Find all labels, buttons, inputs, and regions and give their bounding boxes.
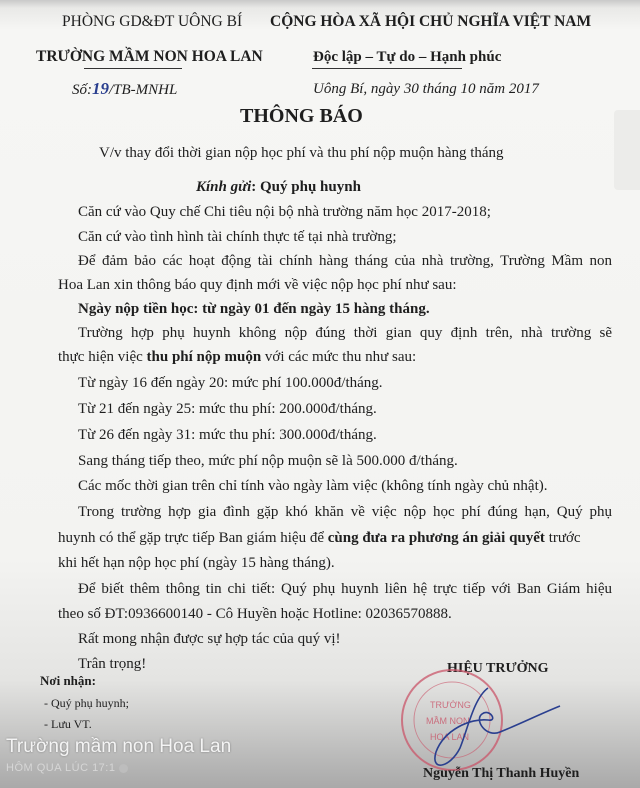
greeting	[196, 178, 361, 196]
globe-icon	[119, 764, 128, 773]
subject-line: V/v thay đổi thời gian nộp học phí và thu phí nộp muộn hàng tháng	[99, 145, 504, 161]
body-line: khi hết hạn nộp học phí (ngày 15 hàng tháng).	[58, 555, 335, 571]
body-line: Trong trường hợp gia đình gặp khó khăn về việc nộp học phí đúng hạn, Quý phụ	[78, 504, 612, 520]
svg-text:TRƯỜNG: TRƯỜNG	[430, 700, 471, 710]
solution-emphasis: cùng đưa ra phương án giải quyết	[327, 530, 545, 546]
svg-text:HOA LAN: HOA LAN	[430, 732, 470, 742]
late-fee-emphasis: thu phí nộp muộn	[146, 349, 262, 365]
fee-item: Từ 26 đến ngày 31: mức thu phí: 300.000đ/tháng.	[78, 427, 377, 443]
body-line: Để biết thêm thông tin chi tiết: Quý phụ huynh liên hệ trực tiếp với Ban Giám hiệu	[78, 581, 612, 597]
document-number	[72, 80, 177, 99]
body-line: Trường hợp phụ huynh không nộp đúng thời gian quy định trên, nhà trường sẽ	[78, 325, 612, 341]
text-segment: trước	[544, 530, 581, 546]
body-line	[58, 529, 581, 547]
body-line	[58, 348, 416, 366]
handwritten-number: 19	[92, 79, 109, 98]
side-panel-edge	[614, 110, 640, 190]
contact-line: theo số ĐT:0936600140 - Cô Huyền hoặc Hotline: 02036570888.	[58, 606, 452, 622]
number-prefix: Số:	[72, 82, 92, 98]
text-segment: với các mức thu như sau:	[261, 349, 417, 365]
signer-title: HIỆU TRƯỞNG	[447, 661, 549, 676]
fee-item: Từ 21 đến ngày 25: mức thu phí: 200.000đ/tháng.	[78, 401, 377, 417]
payment-period: Ngày nộp tiền học: từ ngày 01 đến ngày 15 hàng tháng.	[78, 301, 430, 317]
country-name: CỘNG HÒA XÃ HỘI CHỦ NGHĨA VIỆT NAM	[270, 13, 592, 30]
fee-item: Từ ngày 16 đến ngày 20: mức phí 100.000đ/tháng.	[78, 375, 383, 391]
text-segment: thực hiện việc	[58, 349, 147, 365]
text-segment: huynh có thể gặp trực tiếp Ban giám hiệu để	[58, 530, 328, 546]
body-line: Căn cứ vào tình hình tài chính thực tế tại nhà trường;	[78, 229, 397, 245]
body-line: Hoa Lan xin thông báo quy định mới về việc nộp học phí như sau:	[58, 277, 457, 293]
document-title: THÔNG BÁO	[240, 105, 363, 127]
timestamp-text: HÔM QUA LÚC 17:1	[6, 762, 116, 774]
motto: Độc lập – Tự do – Hạnh phúc	[313, 49, 502, 65]
motto-underline	[312, 68, 462, 69]
place-date: Uông Bí, ngày 30 tháng 10 năm 2017	[313, 81, 539, 97]
recipient-item: - Lưu VT.	[44, 717, 92, 731]
school-name: TRƯỜNG MẦM NON HOA LAN	[36, 48, 263, 65]
recipient-item: - Quý phụ huynh;	[44, 696, 129, 710]
greeting-recipient: : Quý phụ huynh	[251, 179, 361, 195]
number-suffix: /TB-MNHL	[109, 82, 178, 98]
body-line: Các mốc thời gian trên chỉ tính vào ngày làm việc (không tính ngày chủ nhật).	[78, 478, 548, 494]
body-line: Sang tháng tiếp theo, mức phí nộp muộn sẽ là 500.000 đ/tháng.	[78, 453, 458, 469]
post-timestamp	[6, 762, 128, 774]
body-line: Rất mong nhận được sự hợp tác của quý vị!	[78, 631, 341, 647]
recipients-label: Nơi nhận:	[40, 673, 96, 688]
signer-name: Nguyễn Thị Thanh Huyền	[423, 766, 580, 781]
svg-text:MẦM NON: MẦM NON	[426, 716, 470, 726]
post-author[interactable]: Trường mầm non Hoa Lan	[6, 736, 232, 757]
greeting-label: Kính gửi	[196, 179, 252, 195]
closing: Trân trọng!	[78, 656, 147, 672]
school-underline	[84, 68, 182, 69]
body-line: Để đảm bảo các hoạt động tài chính hàng tháng của nhà trường, Trường Mầm non	[78, 253, 612, 269]
body-line: Căn cứ vào Quy chế Chi tiêu nội bộ nhà trường năm học 2017-2018;	[78, 204, 491, 220]
department-name: PHÒNG GD&ĐT UÔNG BÍ	[62, 13, 243, 30]
